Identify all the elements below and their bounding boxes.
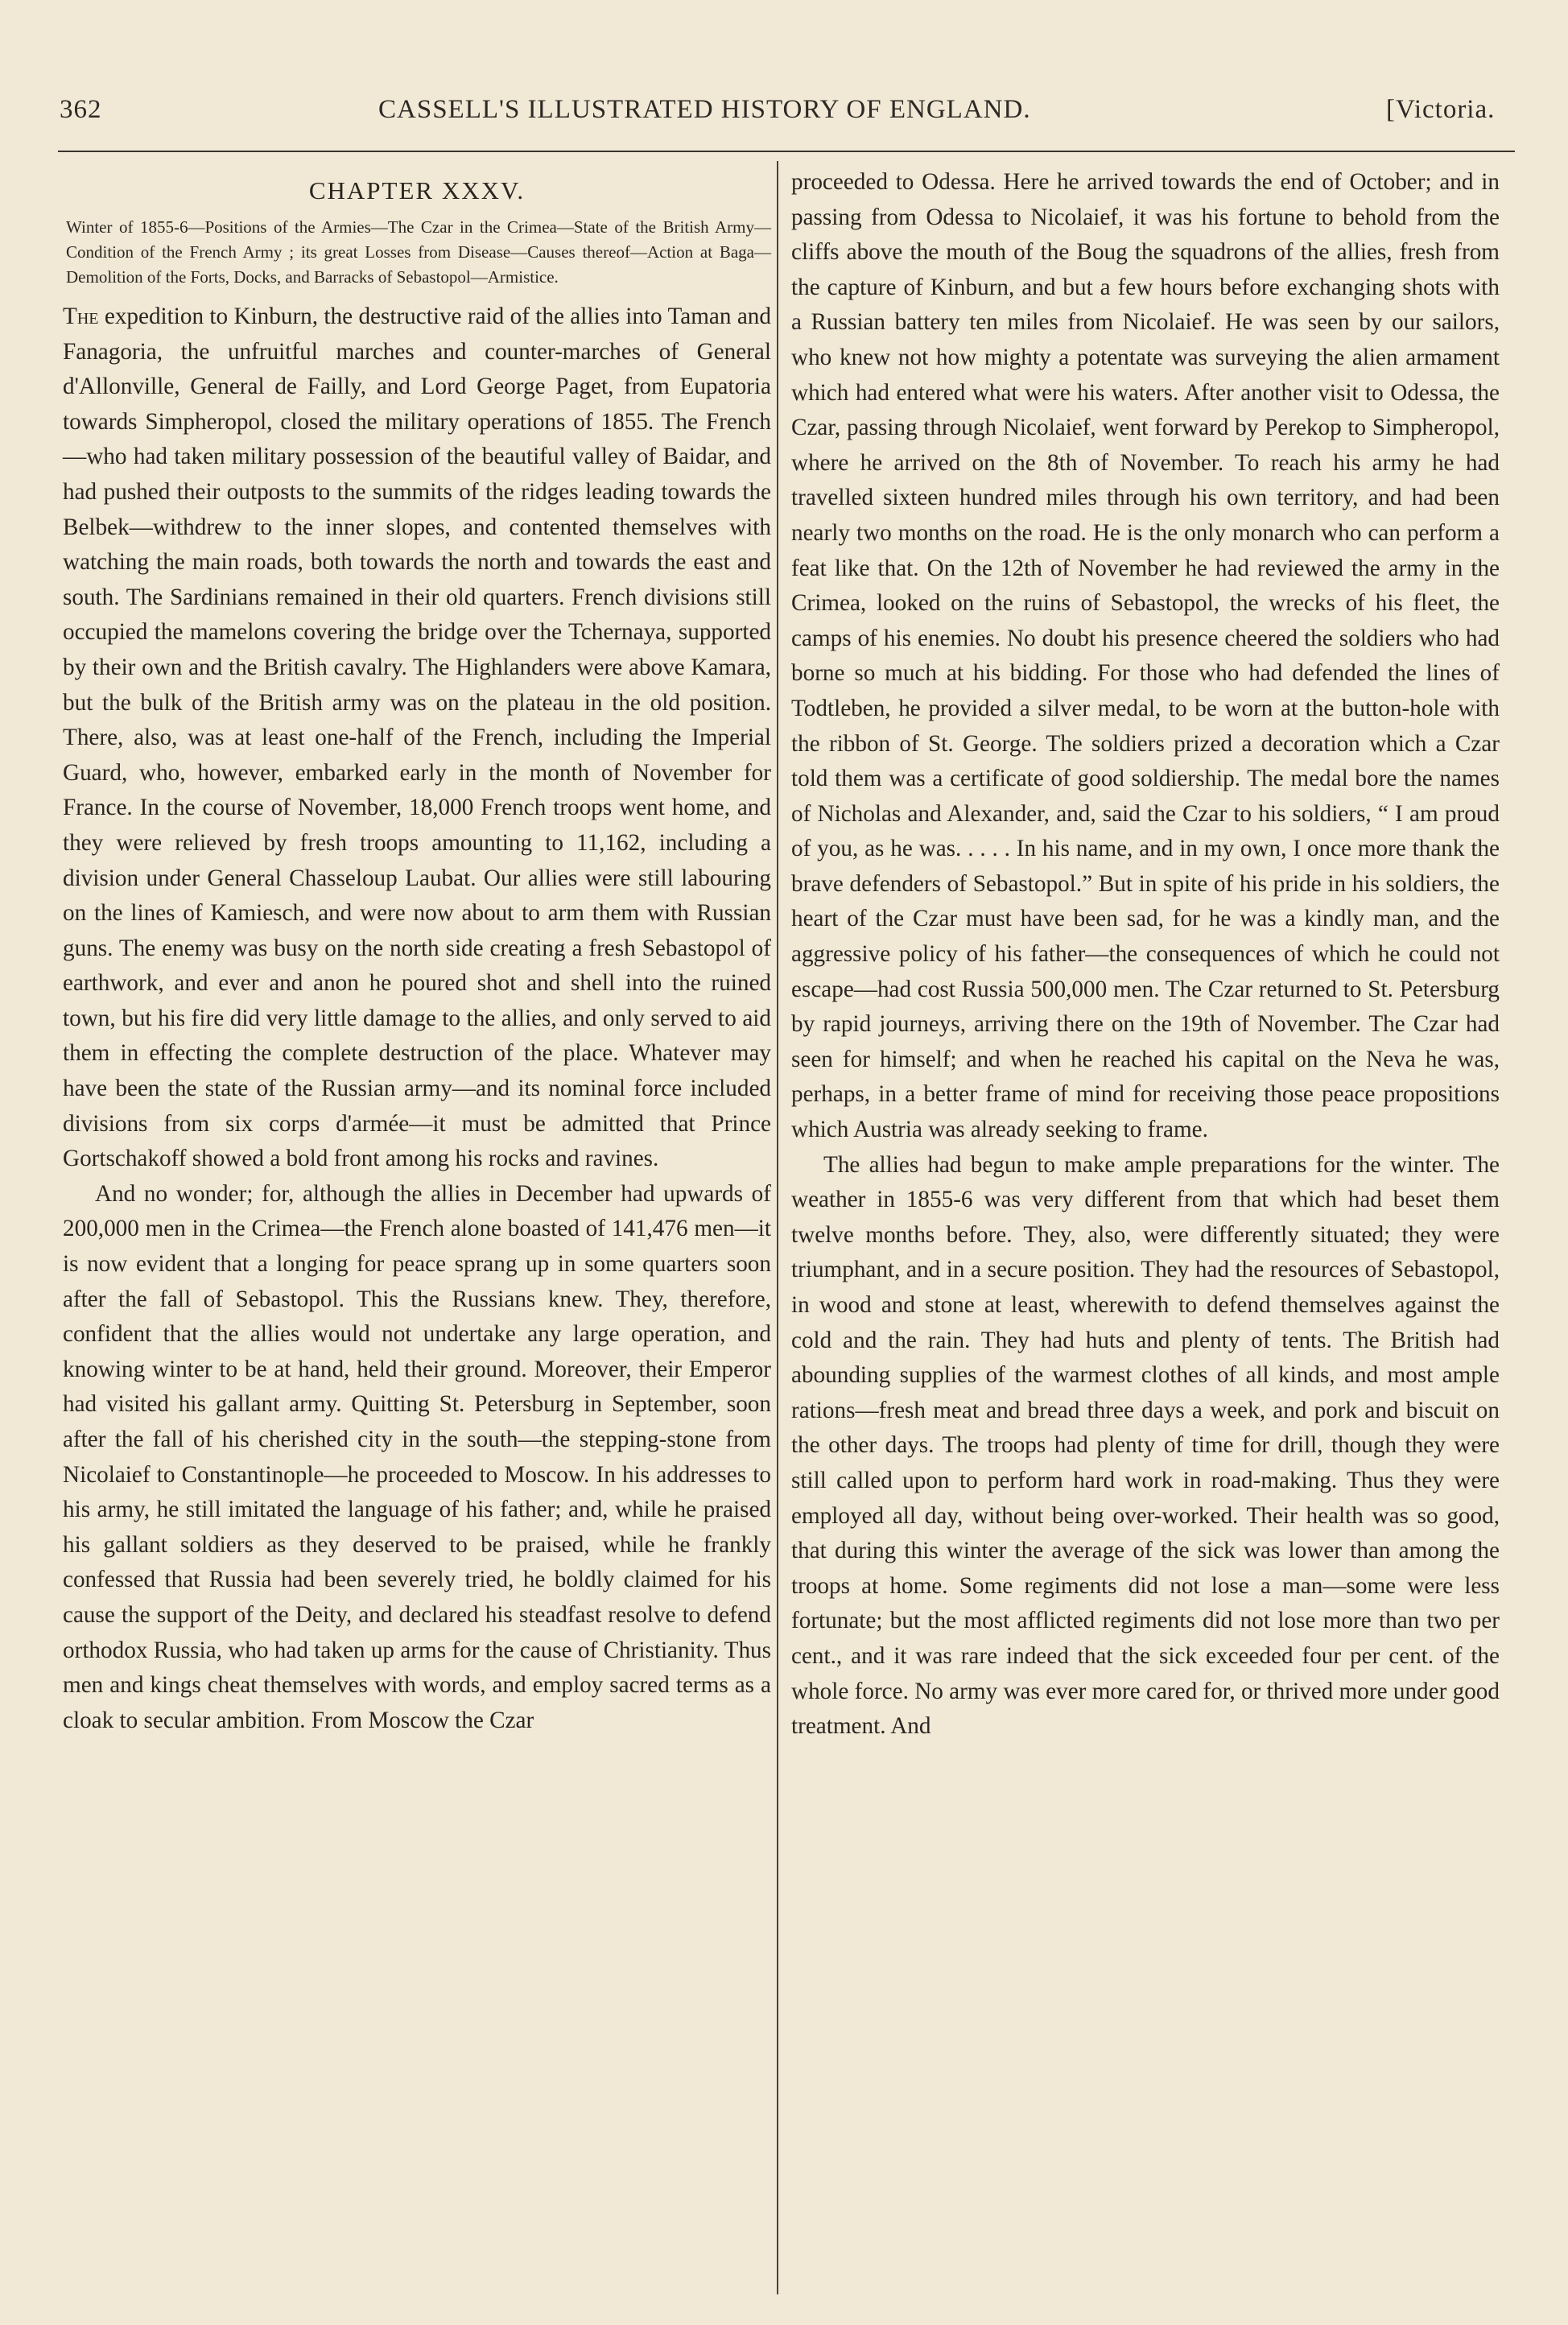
header-rule — [58, 151, 1515, 152]
book-title: CASSELL'S ILLUSTRATED HISTORY OF ENGLAND. — [378, 95, 1031, 124]
paragraph — [63, 299, 771, 1177]
running-head — [60, 95, 1508, 135]
paragraph: proceeded to Odessa. Here he arrived towards the end of October; and in passing from Odessa to Nicolaief, it was his fortune to behold from the cliffs above the mouth of the Boug the squadrons of the allies, fresh from the capture of Kinburn, and but a few hours before exchanging shots with a Russian battery ten miles from Nicolaief. He was seen by our sailors, who knew not how mighty a potentate was surveying the alien armament which had entered what were his waters. After another visit to Odessa, the Czar, passing through Nicolaief, went forward by Perekop to Simpheropol, where he arrived on the 8th of November. To reach his army he had travelled sixteen hundred miles through his own territory, and had been nearly two months on the road. He is the only monarch who can perform a feat like that. On the 12th of November he had reviewed the army in the Crimea, looked on the ruins of Sebastopol, the wrecks of his fleet, the camps of his enemies. No doubt his presence cheered the soldiers who had borne so much at his bidding. For those who had defended the lines of Todtleben, he provided a silver medal, to be worn at the button-hole with the ribbon of St. George. The soldiers prized a decoration which a Czar told them was a certificate of good soldiership. The medal bore the names of Nicholas and Alexander, and, said the Czar to his soldiers, “ I am proud of you, as he was. . . . . In his name, and in my own, I once more thank the brave defenders of Sebastopol.” But in spite of his pride in his soldiers, the heart of the Czar must have been sad, for he was a kindly man, and the aggressive policy of his father—the consequences of which he could not escape—had cost Russia 500,000 men. The Czar returned to St. Petersburg by rapid journeys, arriving there on the 19th of November. The Czar had seen for himself; and when he reached his capital on the Neva he was, perhaps, in a better frame of mind for receiving those peace propositions which Austria was already seeking to frame. — [791, 169, 1500, 1143]
column-divider — [777, 161, 778, 2294]
page-number: 362 — [60, 95, 102, 124]
opening-word: The — [63, 304, 99, 329]
paragraph: And no wonder; for, although the allies in December had upwards of 200,000 men in the Crimea—the French alone boasted of 141,476 men—it is now evident that a longing for peace sprang up in some quarters soon after the fall of Sebastopol. This the Russians knew. They, therefore, confident that the allies would not undertake any large operation, and knowing winter to be at hand, held their ground. Moreover, their Emperor had visited his gallant army. Quitting St. Petersburg in September, soon after the fall of his cherished city in the south—the stepping-stone from Nicolaief to Constantinople—he proceeded to Moscow. In his addresses to his army, he still imitated the language of his father; and, while he praised his gallant soldiers as they deserved to be praised, while he frankly confessed that Russia had been severely tried, he boldly claimed for his cause the support of the Deity, and declared his steadfast resolve to defend orthodox Russia, who had taken up arms for the cause of Christianity. Thus men and kings cheat themselves with words, and employ sacred terms as a cloak to secular ambition. From Moscow the Czar — [63, 1180, 771, 1733]
right-column — [791, 165, 1500, 1745]
left-column — [63, 165, 771, 1738]
chapter-summary: Winter of 1855-6—Positions of the Armies—The Czar in the Crimea—State of the British Army—Condition of the French Army ; its great Losses from Disease—Causes thereof—Action at Baga—Demolition of the Forts, Docks, and Barracks of Sebastopol—Armistice. — [66, 217, 771, 287]
paragraph: The allies had begun to make ample preparations for the winter. The weather in 1855-6 was very different from that which had beset them twelve months before. They, also, were differently situated; they were triumphant, and in a secure position. They had the resources of Sebastopol, in wood and stone at least, wherewith to defend themselves against the cold and the rain. They had huts and plenty of tents. The British had abounding supplies of the warmest clothes of all kinds, and most ample rations—fresh meat and bread three days a week, and pork and biscuit on the other days. The troops had plenty of time for drill, though they were still called upon to perform hard work in road-making. Thus they were employed all day, without being over-worked. Their health was so good, that during this winter the average of the sick was lower than among the troops at home. Some regiments did not lose a man—some were less fortunate; but the most afflicted regiments did not lose more than two per cent., and it was rare indeed that the sick exceeded four per cent. of the whole force. No army was ever more cared for, or thrived more under good treatment. And — [791, 1151, 1500, 1740]
chapter-heading: CHAPTER XXXV. — [308, 176, 526, 204]
paragraph-text: expedition to Kinburn, the destructive raid of the allies into Taman and Fanagoria, the unfruitful marches and counter-marches of General d'Allonville, General de Failly, and Lord George Paget, from Eupatoria towards Simpheropol, closed the military operations of 1855. The French—who had taken military possession of the beautiful valley of Baidar, and had pushed their outposts to the summits of the ridges leading towards the Belbek—withdrew to the inner slopes, and contented themselves with watching the main roads, both towards the north and towards the east and south. The Sardinians remained in their old quarters. French divisions still occupied the mamelons covering the bridge over the Tchernaya, supported by their own and the British cavalry. The Highlanders were above Kamara, but the bulk of the British army was on the plateau in the old position. There, also, was at least one-half of the French, including the Imperial Guard, who, however, embarked early in the month of November for France. In the course of November, 18,000 French troops went home, and they were relieved by fresh troops amounting to 11,162, including a division under General Chasseloup Laubat. Our allies were still labouring on the lines of Kamiesch, and were now about to arm them with Russian guns. The enemy was busy on the north side creating a fresh Sebastopol of earthwork, and ever and anon he poured shot and shell into the ruined town, but his fire did very little damage to the allies, and only served to aid them in effecting the complete destruction of the place. Whatever may have been the state of the Russian army—and its nominal force included divisions from six corps d'armée—it must be admitted that Prince Gortschakoff showed a bold front among his rocks and ravines. — [63, 304, 771, 1172]
reign-section-tag: [Victoria. — [1386, 95, 1496, 124]
